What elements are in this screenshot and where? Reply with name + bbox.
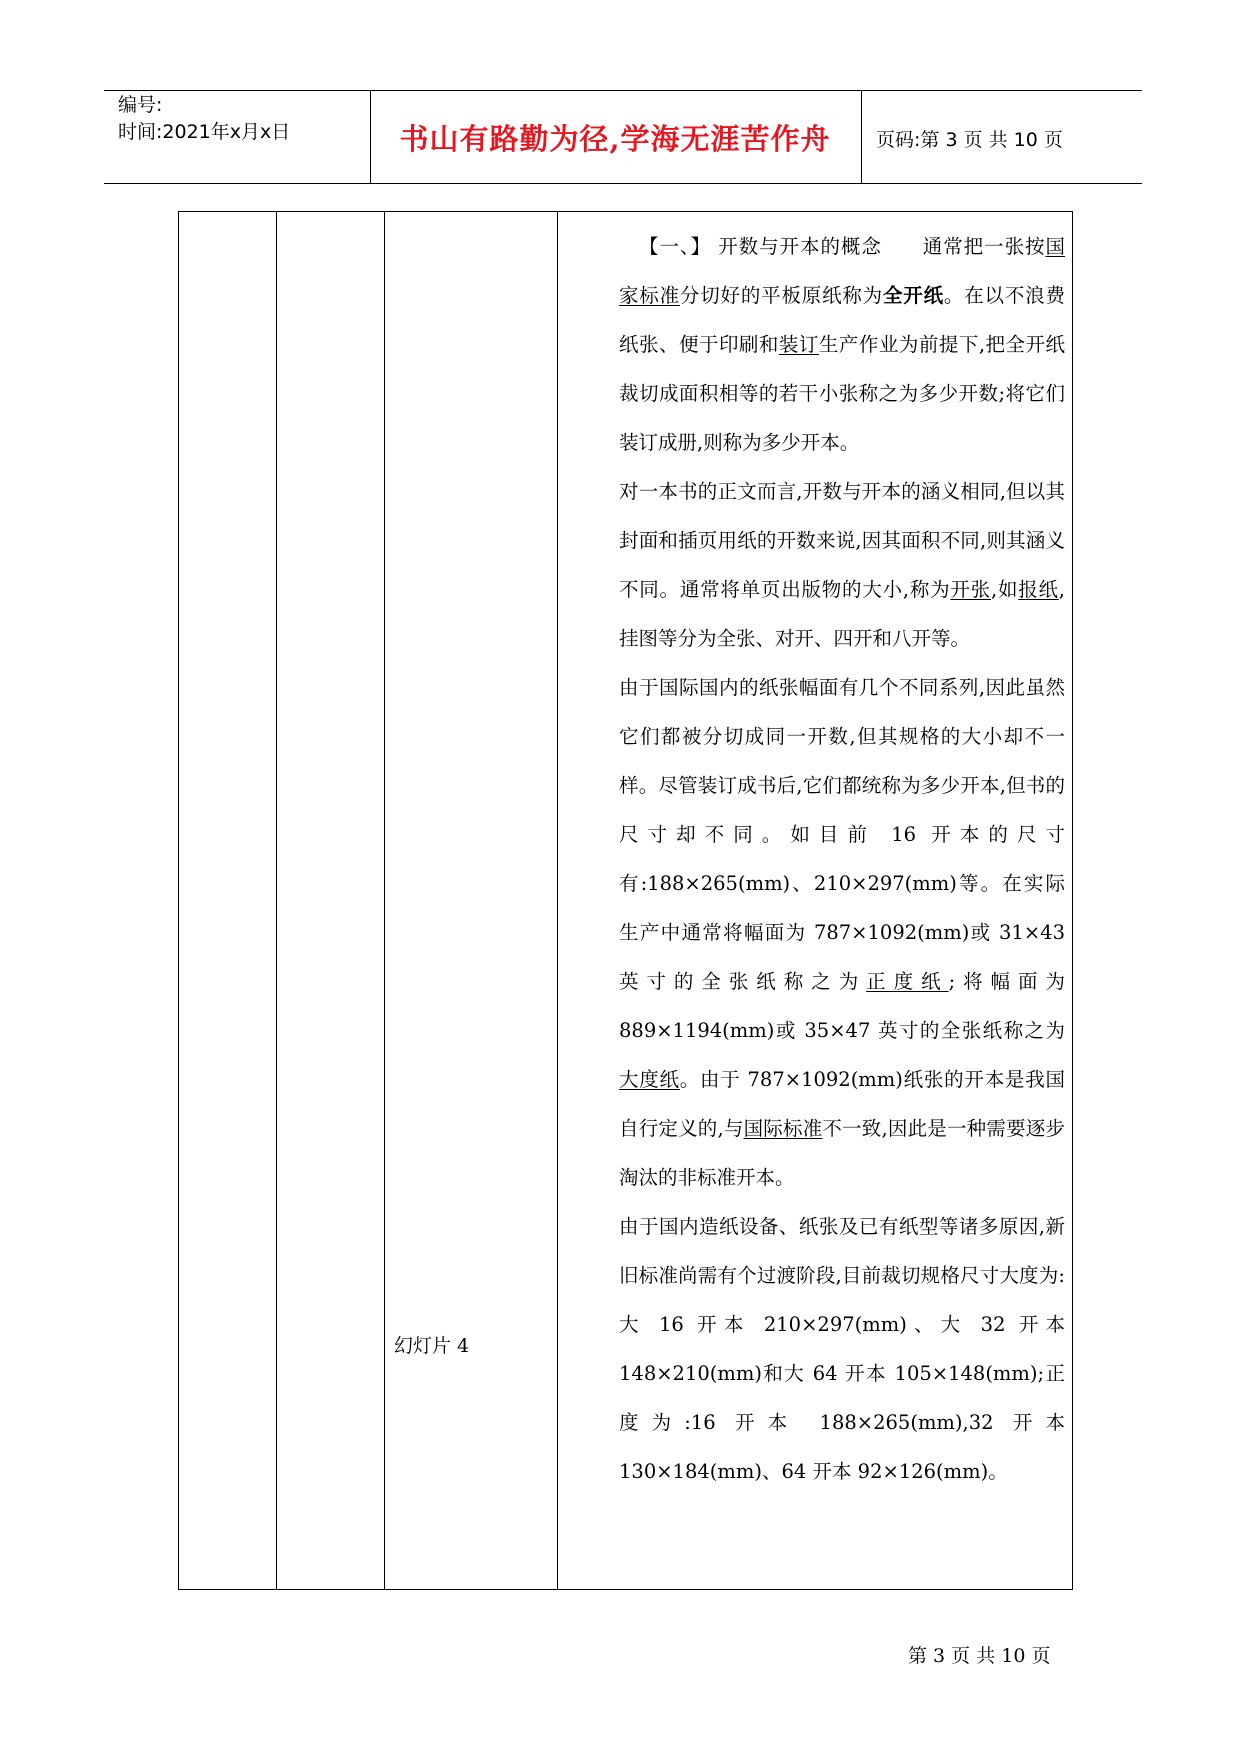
link-newspaper[interactable]: 报纸: [1018, 578, 1059, 601]
table-column-divider-1: [276, 211, 277, 1590]
bold-term-full-sheet: 全开纸: [883, 284, 944, 307]
paragraph-1: 【一、】 开数与开本的概念 通常把一张按国家标准分切好的平板原纸称为全开纸。在以不浪费纸张、便于印刷和装订生产作业为前提下,把全开纸裁切成面积相等的若干小张称之为多少开数;将它们装订成册,则称为多少开本。: [619, 235, 1065, 454]
document-time-label: 时间:2021年x月x日: [118, 121, 291, 143]
link-kaizhang[interactable]: 开张: [950, 578, 991, 601]
table-column-divider-3: [557, 211, 558, 1590]
header-divider-right: [861, 90, 862, 183]
section-heading: 【一、】 开数与开本的概念: [639, 235, 882, 258]
paragraph-4: 由于国内造纸设备、纸张及已有纸型等诸多原因,新旧标准尚需有个过渡阶段,目前裁切规格尺寸大度为:大 16 开本 210×297(mm)、大 32 开本 148×210(mm)和大 64 开本 105×148(mm);正度为:16 开本 188×265(mm),32 开本 130×184(mm)、64 开本 92×126(mm)。: [619, 1215, 1065, 1483]
document-number-label: 编号:: [118, 94, 163, 116]
slide-label: 幻灯片 4: [394, 1335, 470, 1357]
paragraph-2: 对一本书的正文而言,开数与开本的涵义相同,但以其封面和插页用纸的开数来说,因其面积不同,则其涵义不同。通常将单页出版物的大小,称为开张,如报纸,挂图等分为全张、对开、四开和八开等。: [619, 480, 1065, 650]
header-divider-left: [370, 90, 371, 183]
link-national-standard[interactable]: 国家标准: [619, 235, 1065, 307]
header-meta: [118, 92, 290, 146]
link-dadu-paper[interactable]: 大度纸: [619, 1068, 680, 1091]
paragraph-3: 由于国际国内的纸张幅面有几个不同系列,因此虽然它们都被分切成同一开数,但其规格的大小却不一样。尽管装订成书后,它们都统称为多少开本,但书的尺寸却不同。如目前 16 开本的尺寸有:188×265(mm)、210×297(mm)等。在实际生产中通常将幅面为 787×1092(mm)或 31×43 英寸的全张纸称之为正度纸;将幅面为 889×1194(mm)或 35×47 英寸的全张纸称之为大度纸。由于 787×1092(mm)纸张的开本是我国自行定义的,与国际标准不一致,因此是一种需要逐步淘汰的非标准开本。: [619, 676, 1065, 1189]
link-binding[interactable]: 装订: [778, 333, 819, 356]
footer-page-number: 第 3 页 共 10 页: [908, 1645, 1051, 1667]
table-column-divider-2: [384, 211, 385, 1590]
header-top-rule: [104, 90, 1142, 91]
link-international-standard[interactable]: 国际标准: [743, 1117, 823, 1140]
content-text-cell: [619, 222, 1065, 1496]
header-bottom-rule: [104, 183, 1142, 184]
header-motto: 书山有路勤为径,学海无涯苦作舟: [399, 122, 831, 156]
link-zhengdu-paper[interactable]: 正度纸: [866, 970, 949, 993]
header-page-label: 页码:第 3 页 共 10 页: [876, 129, 1063, 151]
